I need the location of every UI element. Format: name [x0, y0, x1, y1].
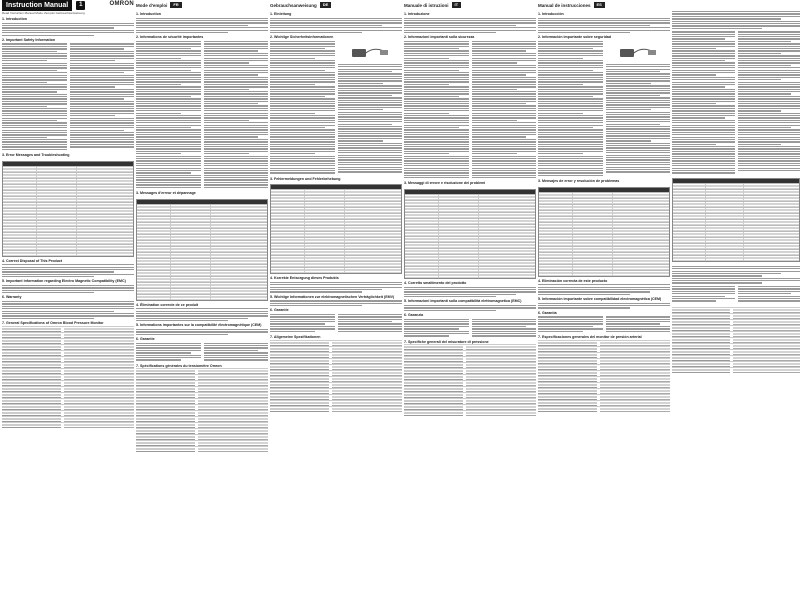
language-tag: ES	[594, 2, 605, 8]
body-text	[2, 23, 134, 36]
language-header	[538, 0, 670, 10]
section-heading: 1. Introduction	[2, 17, 27, 21]
column-spanish	[538, 0, 670, 610]
cuff-illustration	[338, 43, 403, 61]
section-heading: 2. Important Safety Information	[2, 37, 56, 42]
section-heading: 5. Información importante sobre compatibilidad electromagnética (CEM)	[538, 297, 662, 302]
section-heading: 4. Correct Disposal of This Product	[2, 258, 63, 263]
language-header	[270, 0, 402, 10]
cuff-illustration	[606, 43, 671, 61]
section-heading: 1. Introduzione	[404, 12, 430, 16]
brand-logo: OMRON	[109, 1, 134, 7]
section-heading: 7. Specifiche generali del misuratore di pressione	[404, 339, 489, 344]
section-heading: 6. Warranty	[2, 295, 22, 300]
language-label: Gebrauchsanweisung	[270, 2, 317, 8]
page-number: 1	[76, 1, 85, 10]
section-heading: 6. Garantie	[270, 308, 289, 313]
section-heading: 5. Informazioni importanti sulla compatibilità elettromagnetica (EMC)	[404, 299, 522, 304]
error-table	[270, 184, 402, 274]
section-heading: 4. Korrekte Entsorgung dieses Produkts	[270, 276, 339, 281]
language-tag: FR	[170, 2, 181, 8]
section-heading: 6. Garantía	[538, 310, 557, 315]
language-tag: IT	[452, 2, 462, 8]
section-heading: 1. Introducción	[538, 12, 564, 16]
section-heading: 4. Corretto smaltimento del prodotto	[404, 280, 467, 285]
section-heading: 1. Introduction	[136, 12, 161, 16]
section-heading: 4. Élimination correcte de ce produit	[136, 302, 199, 307]
section-heading: 3. Error Messages and Troubleshooting	[2, 153, 70, 158]
column-italian	[404, 0, 536, 610]
section-heading: 7. Especificaciones generales del monitor de presión arterial	[538, 335, 642, 340]
section-heading: 6. Garantie	[136, 337, 155, 342]
section-heading: 2. Información importante sobre seguridad	[538, 35, 612, 40]
section-heading: 7. Spécifications générales du tensiomètre Omron	[136, 363, 222, 368]
section-heading: 6. Garanzia	[404, 313, 424, 318]
column-french	[136, 0, 268, 610]
error-table	[136, 199, 268, 301]
section-heading: 2. Informazioni importanti sulla sicurezza	[404, 35, 475, 40]
section-heading: 2. Wichtige Sicherheitsinformationen	[270, 35, 334, 40]
error-table	[672, 178, 800, 262]
section-heading: 7. Allgemeine Spezifikationen	[270, 335, 321, 340]
section-heading: 1. Einleitung	[270, 12, 292, 16]
spec-table	[136, 368, 268, 452]
language-header	[404, 0, 536, 10]
safety-text	[2, 42, 134, 151]
language-tag: DE	[320, 2, 332, 8]
column-german	[270, 0, 402, 610]
spec-table	[538, 340, 670, 412]
section-heading: 5. Informations importantes sur la compatibilité électromagnétique (CEM)	[136, 323, 262, 328]
error-table	[404, 189, 536, 279]
manual-title: Instruction Manual	[2, 0, 72, 11]
brand-block	[100, 1, 134, 7]
language-label: Manual de instrucciones	[538, 2, 591, 8]
manual-subtitle: Read Instruction Manual Mode d'emploi Gebrauchsanweisung	[2, 11, 85, 15]
spec-table	[270, 340, 402, 412]
spec-table	[672, 307, 800, 373]
section-heading: 4. Eliminación correcta de este producto	[538, 278, 608, 283]
section-heading: 5. Wichtige Informationen zur elektromagnetischen Verträglichkeit (EMV)	[270, 294, 395, 299]
section-heading: 3. Messaggi di errore e risoluzione dei problemi	[404, 181, 486, 186]
section-heading: 3. Fehlermeldungen und Fehlerbehebung	[270, 176, 341, 181]
error-table	[538, 187, 670, 277]
section-heading: 3. Mensajes de error y resolución de problemas	[538, 179, 620, 184]
column-continuation	[672, 0, 800, 610]
section-heading: 2. Informations de sécurité importantes	[136, 35, 204, 40]
language-header	[136, 0, 268, 10]
section-heading: 7. General Specifications of Omron Blood Pressure Monitor	[2, 321, 104, 326]
spec-table	[404, 344, 536, 416]
section-heading: 3. Messages d'erreur et dépannage	[136, 191, 196, 196]
language-label: Manuale di istruzioni	[404, 2, 449, 8]
section-heading: 5. Important information regarding Electro Magnetic Compatibility (EMC)	[2, 279, 126, 284]
error-table	[2, 161, 134, 257]
column-english	[2, 0, 134, 610]
spec-table	[2, 326, 134, 428]
language-label: Mode d'emploi	[136, 2, 168, 8]
